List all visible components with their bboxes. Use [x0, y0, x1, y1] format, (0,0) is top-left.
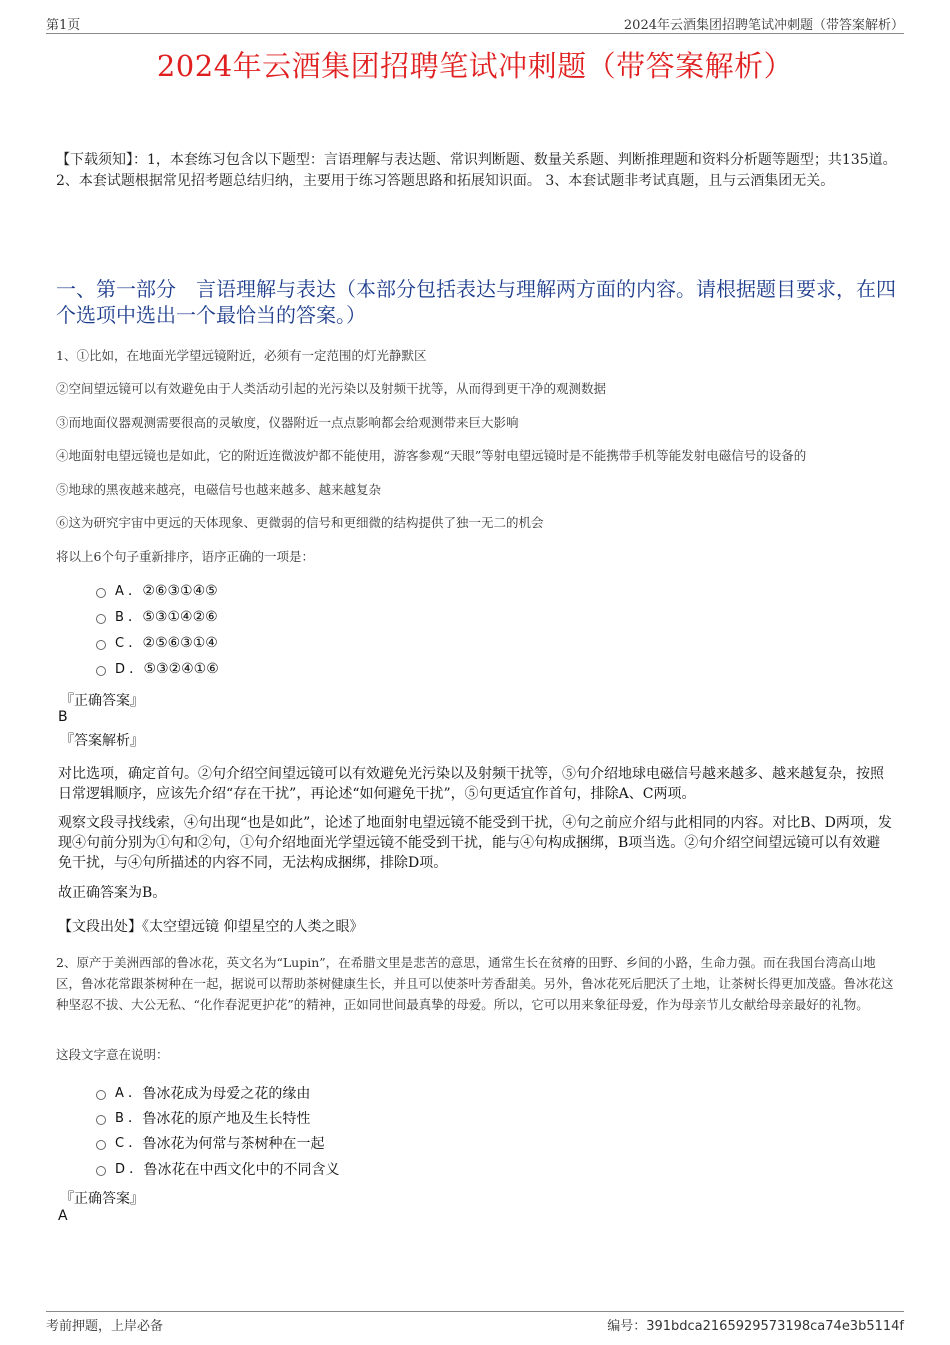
q1-option-a[interactable]: A . ②⑥③①④⑤ — [96, 583, 218, 599]
q1-option-d[interactable]: D . ⑤③②④①⑥ — [96, 661, 219, 677]
radio-icon[interactable] — [96, 1115, 106, 1125]
q1-analysis-2: 观察文段寻找线索，④句出现“也是如此”，论述了地面射电望远镜不能受到干扰，④句之前应介绍与此相同的内容。对比B、D两项，发现④句前分别为①句和②句，①句介绍地面光学望远镜不能受到干扰，能与④句构成捆绑，B项当选。②句介绍空间望远镜可以有效避免干扰，与④句所描述的内容不同，无法构成捆绑，排除D项。 — [58, 815, 892, 871]
radio-icon[interactable] — [96, 1166, 106, 1176]
radio-icon[interactable] — [96, 640, 106, 650]
q1-sentence-5: ⑤地球的黑夜越来越亮，电磁信号也越来越多、越来越复杂 — [56, 482, 382, 497]
q1-sentence-2: ②空间望远镜可以有效避免由于人类活动引起的光污染以及射频干扰等，从而得到更干净的观测数据 — [56, 381, 607, 396]
q2-option-d-text: 鲁冰花在中西文化中的不同含义 — [143, 1162, 340, 1178]
q2-option-c[interactable]: C . 鲁冰花为何常与茶树种在一起 — [96, 1133, 325, 1153]
q1-sentence-6: ⑥这为研究宇宙中更远的天体现象、更微弱的信号和更细微的结构提供了独一无二的机会 — [56, 515, 544, 530]
download-notice: 【下载须知】：1，本套练习包含以下题型：言语理解与表达题、常识判断题、数量关系题、判断推理题和资料分析题等题型；共135道。 2、本套试题根据常见招考题总结归纳，主要用于练习答题思路和拓展知识面。 3、本套试题非考试真题，且与云酒集团无关。 — [56, 152, 897, 189]
q1-option-b[interactable]: B . ⑤③①④②⑥ — [96, 609, 218, 625]
radio-icon[interactable] — [96, 666, 106, 676]
header-rule — [46, 33, 904, 34]
q1-analysis-1: 对比选项，确定首句。②句介绍空间望远镜可以有效避免光污染以及射频干扰等，⑤句介绍地球电磁信号越来越多、越来越复杂，按照日常逻辑顺序，应该先介绍“存在干扰”，再论述“如何避免干扰”，⑤句更适宜作首句，排除A、C两项。 — [58, 766, 884, 802]
q1-prompt: 将以上6个句子重新排序，语序正确的一项是： — [56, 549, 314, 564]
radio-icon[interactable] — [96, 1140, 106, 1150]
q1-option-c[interactable]: C . ②⑤⑥③①④ — [96, 635, 218, 651]
q2-option-b-text: 鲁冰花的原产地及生长特性 — [142, 1111, 311, 1127]
q2-passage: 2、原产于美洲西部的鲁冰花，英文名为“Lupin”，在希腊文里是悲苦的意思，通常生长在贫瘠的田野、乡间的小路，生命力强。而在我国台湾高山地区，鲁冰花常跟茶树种在一起，据说可以帮助茶树健康生长，并且可以使茶叶芳香甜美。另外，鲁冰花死后肥沃了土地，让茶树长得更加茂盛。鲁冰花这种坚忍不拔、大公无私、“化作春泥更护花”的精神，正如同世间最真挚的母爱。所以，它可以用来象征母爱，作为母亲节儿女献给母亲最好的礼物。 — [56, 955, 894, 1012]
page-title: 2024年云酒集团招聘笔试冲刺题（带答案解析） — [156, 49, 794, 83]
radio-icon[interactable] — [96, 588, 106, 598]
q1-option-d-text: ⑤③②④①⑥ — [143, 661, 219, 677]
q1-sentence-1: 1、①比如，在地面光学望远镜附近，必须有一定范围的灯光静默区 — [56, 348, 427, 363]
header-doc-title: 2024年云酒集团招聘笔试冲刺题（带答案解析） — [623, 18, 904, 33]
q2-option-a-text: 鲁冰花成为母爱之花的缘由 — [142, 1086, 311, 1102]
q2-answer: A — [58, 1208, 68, 1224]
footer-code-label: 编号： — [607, 1319, 647, 1334]
q2-answer-label: 『正确答案』 — [60, 1191, 144, 1207]
footer-code — [607, 1315, 904, 1334]
q1-option-a-text: ②⑥③①④⑤ — [142, 583, 218, 599]
q2-option-d[interactable]: D . 鲁冰花在中西文化中的不同含义 — [96, 1159, 339, 1179]
q2-option-a[interactable]: A . 鲁冰花成为母爱之花的缘由 — [96, 1083, 310, 1103]
q1-analysis-3: 故正确答案为B。 — [58, 885, 167, 901]
q1-sentence-3: ③而地面仪器观测需要很高的灵敏度，仪器附近一点点影响都会给观测带来巨大影响 — [56, 415, 519, 430]
q1-sentence-4: ④地面射电望远镜也是如此，它的附近连微波炉都不能使用，游客参观“天眼”等射电望远镜时是不能携带手机等能发射电磁信号的设备的 — [56, 448, 807, 463]
q1-option-b-text: ⑤③①④②⑥ — [142, 609, 218, 625]
q1-source: 【文段出处】《太空望远镜 仰望星空的人类之眼》 — [58, 919, 364, 935]
q1-answer-label: 『正确答案』 — [60, 693, 144, 709]
q1-analysis-label: 『答案解析』 — [60, 733, 144, 749]
q2-option-c-text: 鲁冰花为何常与茶树种在一起 — [142, 1136, 325, 1152]
q2-prompt: 这段文字意在说明： — [56, 1047, 169, 1062]
footer-rule — [46, 1311, 904, 1312]
radio-icon[interactable] — [96, 614, 106, 624]
radio-icon[interactable] — [96, 1090, 106, 1100]
footer-slogan: 考前押题，上岸必备 — [46, 1319, 164, 1334]
page-number: 第1页 — [46, 18, 81, 33]
section-title: 一、第一部分 言语理解与表达（本部分包括表达与理解两方面的内容。请根据题目要求，在四个选项中选出一个最恰当的答案。） — [56, 277, 896, 327]
q1-answer: B — [58, 709, 68, 725]
q2-option-b[interactable]: B . 鲁冰花的原产地及生长特性 — [96, 1108, 310, 1128]
q1-option-c-text: ②⑤⑥③①④ — [142, 635, 218, 651]
footer-code-value: 391bdca2165929573198ca74e3b5114f — [646, 1319, 904, 1334]
